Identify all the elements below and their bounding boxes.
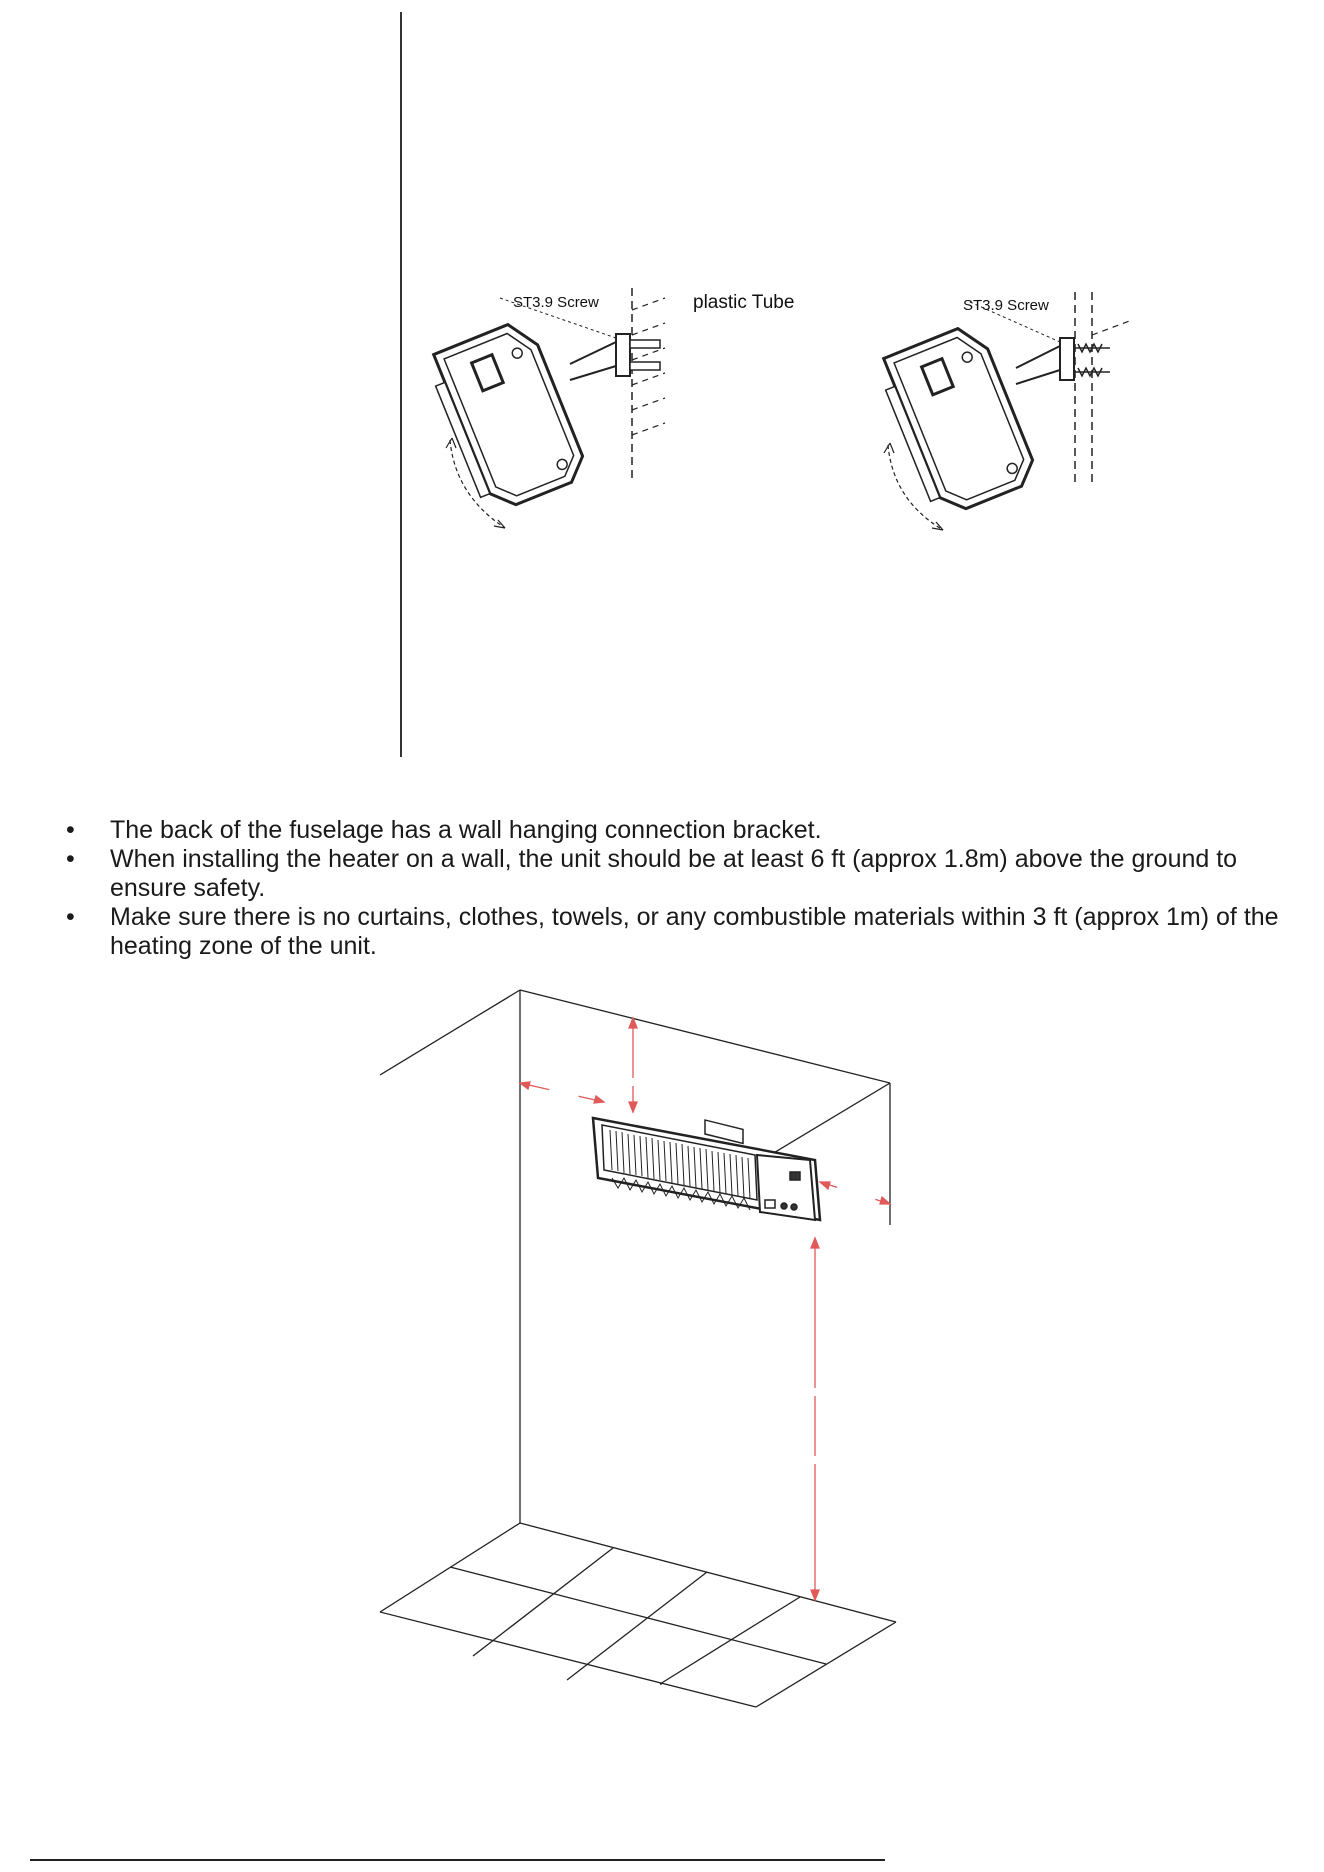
- bullet-marker: •: [66, 903, 75, 931]
- instruction-text: The back of the fuselage has a wall hanging connection bracket.: [110, 816, 822, 844]
- bullet-marker: •: [66, 816, 75, 844]
- right-screw-label: ST3.9 Screw: [963, 297, 1049, 314]
- instruction-text: Make sure there is no curtains, clothes, towels, or any combustible materials within 3 ft (approx 1m) of the heating zone of the unit.: [110, 903, 1279, 960]
- footer-rule: [30, 1859, 885, 1861]
- bullet-marker: •: [66, 845, 75, 873]
- heater-unit: [593, 1118, 820, 1220]
- plastic-tube-label: plastic Tube: [693, 292, 795, 313]
- left-screw-label: ST3.9 Screw: [513, 294, 599, 311]
- instruction-text: When installing the heater on a wall, the unit should be at least 6 ft (approx 1.8m) above the ground to ensure safety.: [110, 845, 1238, 902]
